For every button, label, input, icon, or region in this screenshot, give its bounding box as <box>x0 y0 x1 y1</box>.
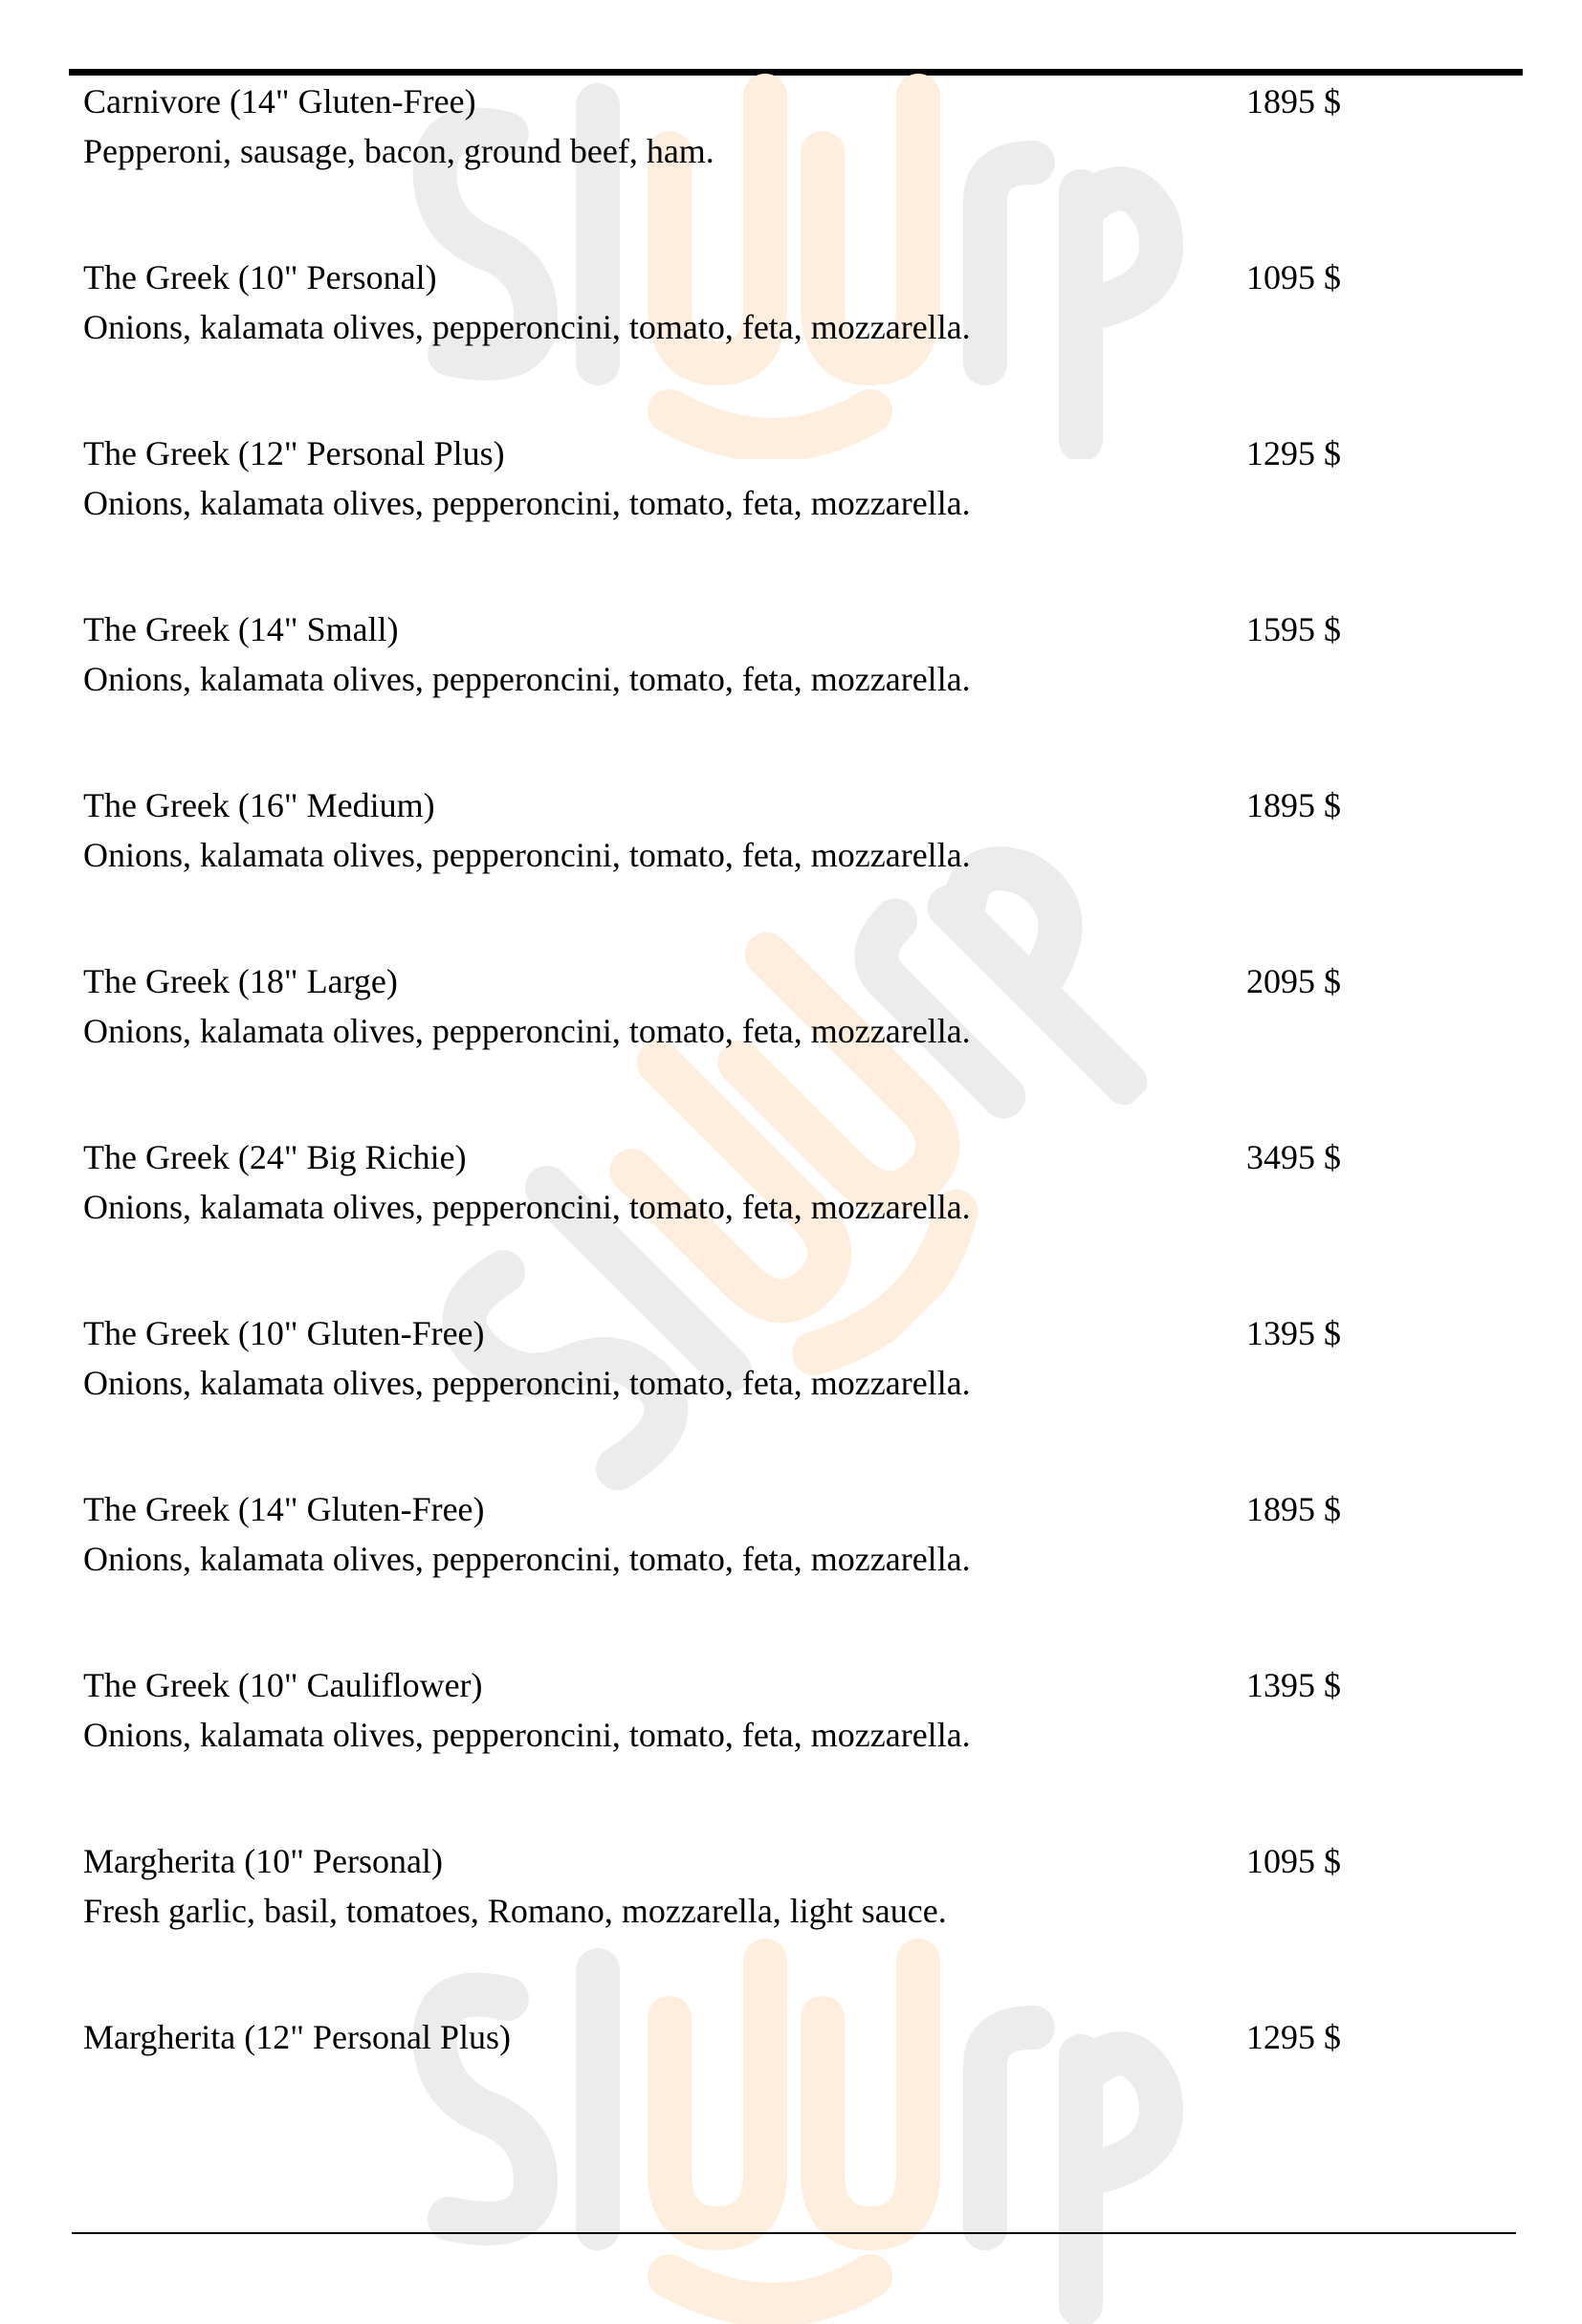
top-rule <box>69 69 1523 76</box>
item-price: 1295 $ <box>1246 2018 1341 2056</box>
item-price: 1395 $ <box>1246 1666 1341 1704</box>
menu-item <box>83 77 1403 176</box>
menu-item <box>83 1308 1403 1408</box>
item-price: 1395 $ <box>1246 1314 1341 1352</box>
item-price: 2095 $ <box>1246 962 1341 1000</box>
item-name: Margherita (12" Personal Plus) <box>83 2018 511 2056</box>
item-name: The Greek (10" Gluten-Free) <box>83 1314 485 1352</box>
item-price: 1295 $ <box>1246 434 1341 472</box>
item-price: 1895 $ <box>1246 1490 1341 1528</box>
item-name: The Greek (12" Personal Plus) <box>83 434 505 472</box>
menu-item <box>83 1484 1403 1584</box>
item-price: 1595 $ <box>1246 610 1341 648</box>
item-description <box>83 2062 1403 2112</box>
item-description: Onions, kalamata olives, pepperoncini, tomato, feta, mozzarella. <box>83 484 971 522</box>
item-description: Onions, kalamata olives, pepperoncini, tomato, feta, mozzarella. <box>83 1364 971 1402</box>
item-price: 1895 $ <box>1246 786 1341 824</box>
item-name: Carnivore (14" Gluten-Free) <box>83 82 476 121</box>
item-description: Onions, kalamata olives, pepperoncini, tomato, feta, mozzarella. <box>83 1012 971 1050</box>
item-description: Onions, kalamata olives, pepperoncini, tomato, feta, mozzarella. <box>83 308 971 346</box>
item-name: The Greek (14" Gluten-Free) <box>83 1490 485 1528</box>
menu-item <box>83 252 1403 352</box>
item-name: The Greek (10" Personal) <box>83 258 437 296</box>
menu-item <box>83 956 1403 1056</box>
item-name: The Greek (24" Big Richie) <box>83 1138 467 1176</box>
item-price: 1895 $ <box>1246 82 1341 121</box>
item-price: 1095 $ <box>1246 1842 1341 1880</box>
item-description: Onions, kalamata olives, pepperoncini, tomato, feta, mozzarella. <box>83 660 971 698</box>
item-description: Onions, kalamata olives, pepperoncini, tomato, feta, mozzarella. <box>83 1540 971 1578</box>
item-description: Onions, kalamata olives, pepperoncini, tomato, feta, mozzarella. <box>83 836 971 874</box>
item-name: The Greek (10" Cauliflower) <box>83 1666 483 1704</box>
item-name: The Greek (16" Medium) <box>83 786 435 824</box>
bottom-rule <box>72 2232 1516 2234</box>
item-description: Onions, kalamata olives, pepperoncini, tomato, feta, mozzarella. <box>83 1716 971 1754</box>
item-name: The Greek (18" Large) <box>83 962 398 1000</box>
item-name: Margherita (10" Personal) <box>83 1842 443 1880</box>
menu-item <box>83 1132 1403 1232</box>
watermark-logo <box>392 1922 1196 2324</box>
item-description: Pepperoni, sausage, bacon, ground beef, ham. <box>83 132 714 170</box>
item-description: Fresh garlic, basil, tomatoes, Romano, mozzarella, light sauce. <box>83 1892 947 1930</box>
item-name: The Greek (14" Small) <box>83 610 399 648</box>
item-description: Onions, kalamata olives, pepperoncini, tomato, feta, mozzarella. <box>83 1188 971 1226</box>
menu-item <box>83 780 1403 880</box>
menu-item <box>83 1836 1403 1936</box>
menu-item <box>83 604 1403 704</box>
item-price: 1095 $ <box>1246 258 1341 296</box>
menu-item <box>83 2012 1403 2112</box>
menu-item <box>83 1660 1403 1760</box>
menu-item <box>83 428 1403 528</box>
item-price: 3495 $ <box>1246 1138 1341 1176</box>
